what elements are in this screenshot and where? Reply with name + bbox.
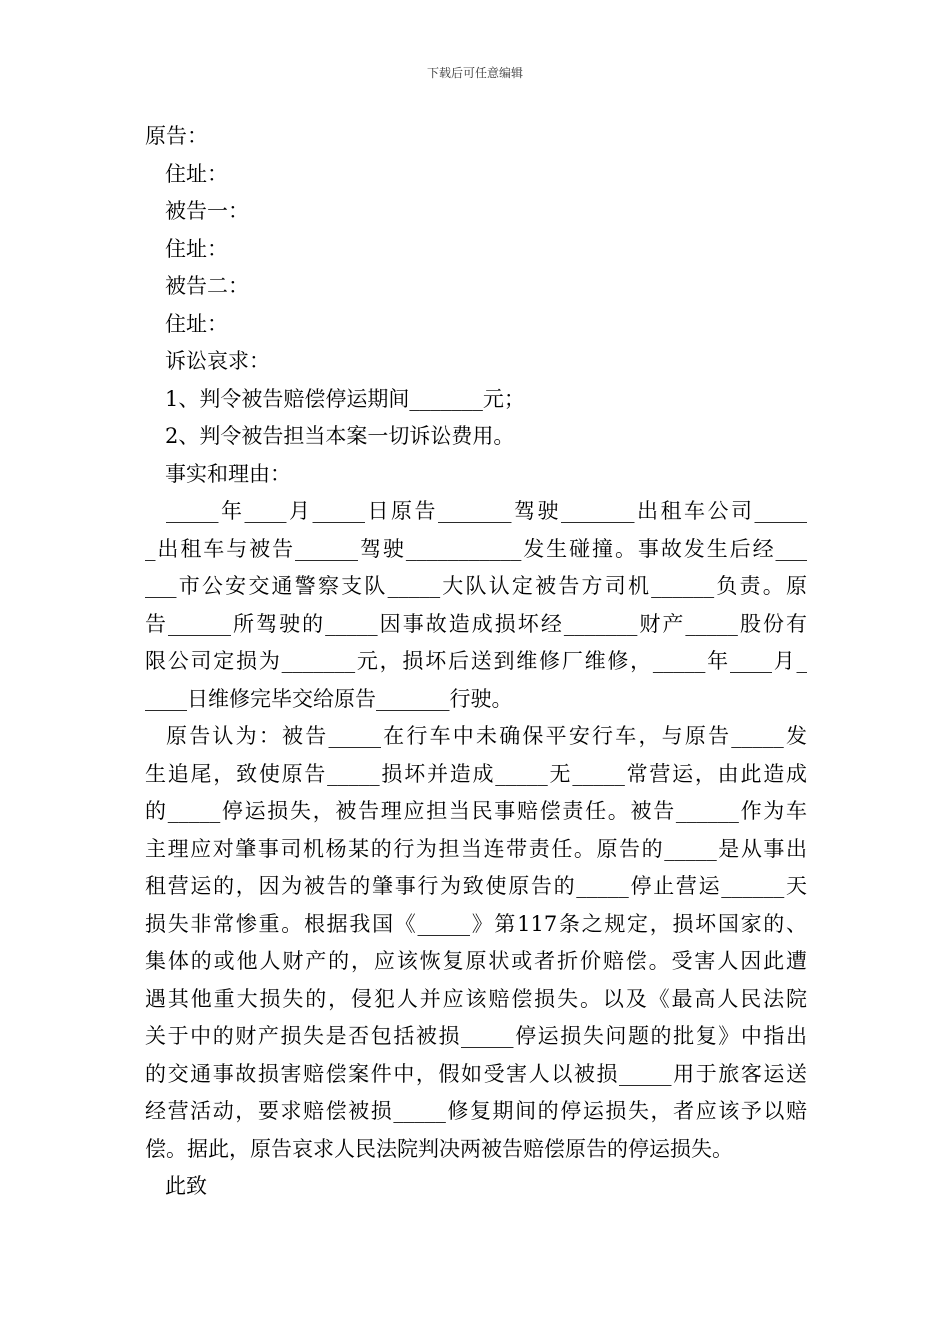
reasoning-line: 的_____停运损失，被告理应担当民事赔偿责任。被告______作为车: [145, 799, 807, 823]
claim-item-2: 2、判令被告担当本案一切诉讼费用。: [165, 424, 515, 448]
reasoning-paragraph: [145, 718, 807, 1168]
reasoning-line: 租营运的，因为被告的肇事行为致使原告的_____停止营运______天: [145, 874, 807, 898]
reasoning-line: 的交通事故损害赔偿案件中，假如受害人以被损_____用于旅客运送: [145, 1061, 807, 1086]
reasoning-line: 经营活动，要求赔偿被损_____修复期间的停运损失，者应该予以赔: [145, 1099, 807, 1123]
closing-salutation: 此致: [165, 1174, 207, 1198]
reasoning-line: 原告认为：被告_____在行车中未确保平安行车，与原告_____发: [166, 724, 807, 748]
reasoning-line: 损失非常惨重。根据我国《_____》第117条之规定，损坏国家的、: [145, 911, 807, 936]
facts-line: 限公司定损为_______元，损坏后送到维修厂维修，_____年____月_: [145, 649, 807, 673]
complaint-document: [145, 118, 807, 1206]
defendant-one-label: 被告一：: [165, 199, 249, 223]
reasoning-line: 遇其他重大损失的，侵犯人并应该赔偿损失。以及《最高人民法院: [145, 986, 807, 1011]
defendant-two-address-label: 住址：: [165, 311, 228, 336]
facts-line: _出租车与被告______驾驶___________发生碰撞。事故发生后经___: [145, 536, 807, 561]
reasoning-line: 集体的或他人财产的，应该恢复原状或者折价赔偿。受害人因此遭: [145, 949, 807, 973]
reasoning-line: 偿。据此，原告哀求人民法院判决两被告赔偿原告的停运损失。: [145, 1136, 733, 1161]
reasoning-line: 关于中的财产损失是否包括被损_____停运损失问题的批复》中指出: [145, 1024, 807, 1048]
claim-item-1: 1、判令被告赔偿停运期间_______元；: [165, 386, 525, 411]
plaintiff-label: 原告：: [145, 124, 208, 148]
facts-line: ___市公安交通警察支队_____大队认定被告方司机______负责。原: [145, 574, 807, 598]
page-header-note: 下载后可任意编辑: [426, 66, 523, 80]
facts-line: 告______所驾驶的_____因事故造成损坏经_______财产_____股份有: [145, 611, 807, 636]
reasoning-line: 主理应对肇事司机杨某的行为担当连带责任。原告的_____是从事出: [145, 836, 807, 861]
facts-paragraph: [145, 493, 807, 718]
defendant-two-label: 被告二：: [165, 274, 249, 298]
reasoning-line: 生追尾，致使原告_____损坏并造成_____无_____常营运，由此造成: [145, 761, 807, 786]
facts-line: _____年____月_____日原告_______驾驶_______出租车公司_____: [166, 499, 807, 523]
defendant-one-address-label: 住址：: [165, 236, 228, 261]
plaintiff-address-label: 住址：: [165, 161, 228, 186]
facts-line: ____日维修完毕交给原告_______行驶。: [145, 686, 513, 711]
facts-title: 事实和理由：: [165, 461, 291, 486]
claims-title: 诉讼哀求：: [165, 349, 270, 373]
